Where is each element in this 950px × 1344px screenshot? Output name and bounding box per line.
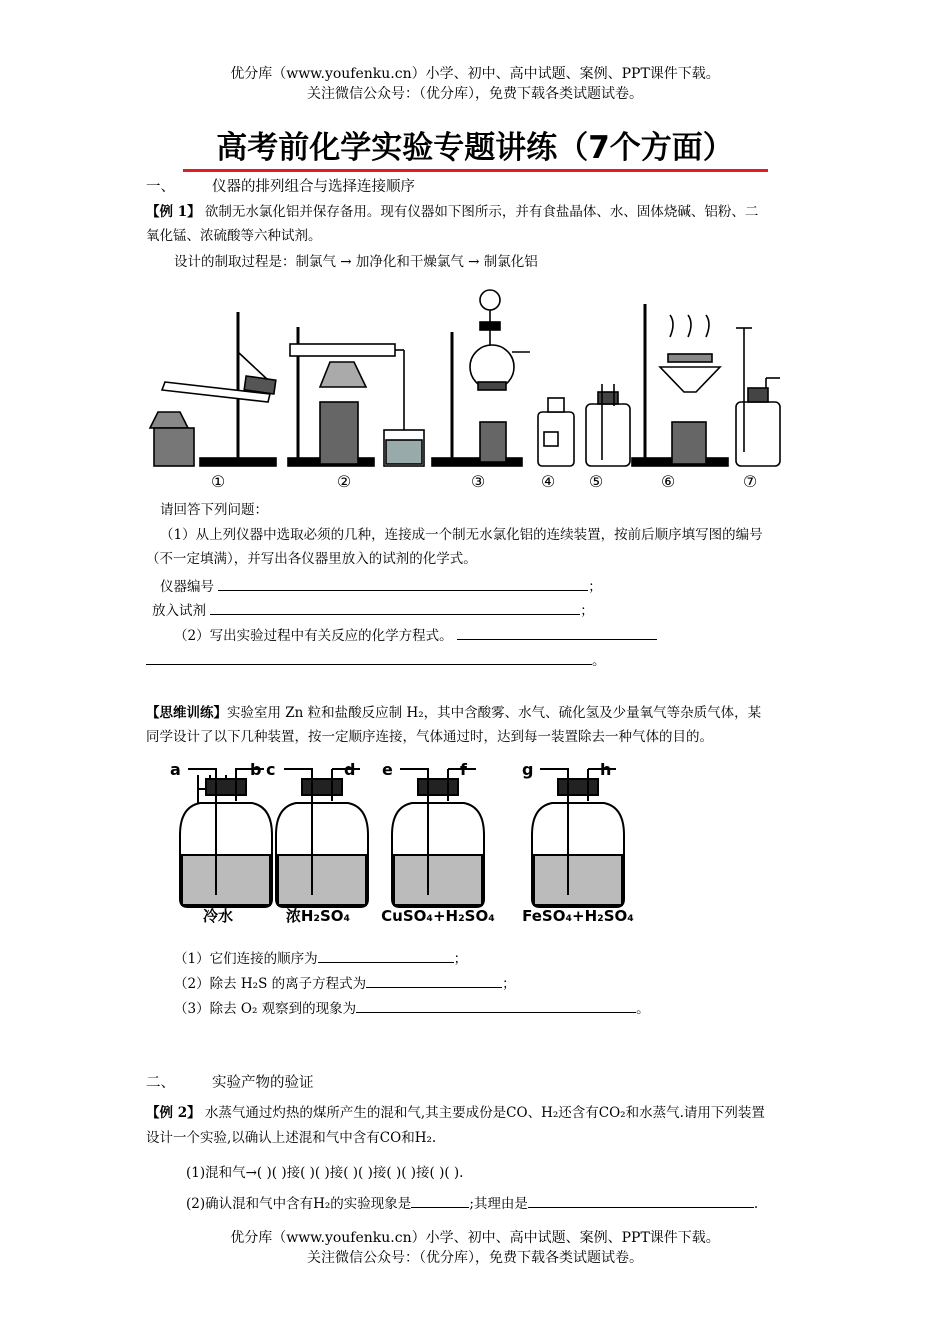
instrument-6 [632, 304, 728, 466]
page-title: 高考前化学实验专题讲练（7个方面） [216, 130, 734, 166]
training-q1-end: ； [453, 951, 468, 967]
instrument-label-5: ⑤ [588, 472, 604, 491]
bottle4-inlet: g [522, 760, 534, 779]
training-q2-blank[interactable] [366, 973, 502, 988]
bottle4-label: FeSO₄+H₂SO₄ [522, 907, 634, 925]
bottle-1 [180, 769, 272, 907]
bottle1-inlet: a [170, 760, 181, 779]
instrument-3 [432, 290, 530, 466]
training-q3: （3）除去 O₂ 观察到的现象为 [174, 1001, 357, 1017]
example2-q1: (1)混和气→( )( )接( )( )接( )( )接( )( )接( )( ). [186, 1165, 464, 1181]
example1-q2: （2）写出实验过程中有关反应的化学方程式。 [174, 628, 453, 644]
washing-bottles-figure [160, 755, 650, 925]
example1-text-line1: 欲制无水氯化铝并保存备用。现有仪器如下图所示，并有食盐晶体、水、固体烧碱、铝粉、二 [204, 204, 759, 220]
bottle1-outlet: b [250, 760, 262, 779]
field-instrument-label: 仪器编号 [160, 579, 214, 595]
example1-text-line2: 氧化锰、浓硫酸等六种试剂。 [146, 228, 322, 244]
instrument-label-1: ① [210, 472, 226, 491]
field-reagent-label: 放入试剂 [152, 603, 206, 619]
section2-title: 实验产物的验证 [212, 1075, 314, 1091]
bottle-3 [392, 769, 484, 907]
title-underline [183, 169, 768, 172]
field-instrument-end: ； [588, 579, 602, 595]
example2-q2-part1: (2)确认混和气中含有H₂的实验现象是 [186, 1196, 412, 1212]
instrument-5 [586, 384, 630, 466]
section2-number: 二、 [146, 1075, 175, 1091]
example2-q2-end: . [753, 1196, 759, 1212]
example1-label: 【例 1】 [146, 204, 201, 220]
instrument-label-3: ③ [470, 472, 486, 491]
bottle2-label: 浓H₂SO₄ [285, 907, 351, 925]
training-q1-blank[interactable] [318, 948, 454, 963]
bottle4-outlet: h [600, 760, 612, 779]
reason-blank[interactable] [528, 1193, 754, 1208]
example1-process: 设计的制取过程是：制氯气 → 加净化和干燥氯气 → 制氯化铝 [174, 254, 538, 270]
instrument-label-2: ② [336, 472, 352, 491]
example1-q1-line2: （不一定填满），并写出各仪器里放入的试剂的化学式。 [146, 551, 477, 567]
site-header-line2: 关注微信公众号：（优分库），免费下载各类试题试卷。 [307, 86, 643, 102]
section1-title: 仪器的排列组合与选择连接顺序 [212, 179, 415, 195]
example1-prompt: 请回答下列问题： [160, 502, 268, 518]
bottle1-label: 冷水 [202, 907, 234, 925]
bottle2-inlet: c [266, 760, 276, 779]
instrument-1 [150, 312, 276, 466]
example1-q1-line1: （1）从上列仪器中选取必须的几种，连接成一个制无水氯化铝的连续装置，按前后顺序填写图的编号 [160, 527, 763, 543]
site-header-line1: 优分库（www.youfenku.cn）小学、初中、高中试题、案例、PPT课件下载。 [230, 66, 720, 82]
training-q1: （1）它们连接的顺序为 [174, 951, 318, 967]
site-footer-line1: 优分库（www.youfenku.cn）小学、初中、高中试题、案例、PPT课件下载。 [230, 1230, 720, 1246]
bottle3-outlet: f [460, 760, 467, 779]
equation-blank-1[interactable] [457, 625, 657, 640]
instrument-label-7: ⑦ [742, 472, 758, 491]
training-q3-end: 。 [636, 1001, 650, 1017]
training-q3-blank[interactable] [356, 998, 636, 1013]
apparatus-figure [140, 282, 800, 494]
bottle-2 [276, 769, 368, 907]
bottle2-outlet: d [344, 760, 356, 779]
bottle-4 [532, 769, 624, 907]
example2-text-line1: 水蒸气通过灼热的煤所产生的混和气,其主要成份是CO、H₂还含有CO₂和水蒸气.请用下列装置 [204, 1105, 765, 1121]
training-q2: （2）除去 H₂S 的离子方程式为 [174, 976, 367, 992]
training-text-line2: 同学设计了以下几种装置，按一定顺序连接，气体通过时，达到每一装置除去一种气体的目的。 [146, 729, 713, 745]
training-q2-end: ； [502, 976, 516, 992]
instrument-4 [538, 398, 574, 466]
site-footer-line2: 关注微信公众号：（优分库），免费下载各类试题试卷。 [307, 1250, 643, 1266]
instrument-number-blank[interactable] [218, 576, 588, 591]
example2-label: 【例 2】 [146, 1105, 201, 1121]
bottle3-inlet: e [382, 760, 393, 779]
equation-blank-2[interactable] [146, 650, 592, 665]
training-text-line1: 实验室用 Zn 粒和盐酸反应制 H₂，其中含酸雾、水气、硫化氢及少量氧气等杂质气体，某 [227, 705, 762, 721]
reagent-blank[interactable] [210, 600, 580, 615]
bottle3-label: CuSO₄+H₂SO₄ [381, 907, 495, 925]
instrument-7 [736, 328, 780, 466]
field-reagent-end: ； [580, 603, 594, 619]
section1-number: 一、 [146, 179, 175, 195]
example2-text-line2: 设计一个实验,以确认上述混和气中含有CO和H₂. [146, 1130, 437, 1146]
h2-phenomenon-blank[interactable] [411, 1193, 469, 1208]
example2-q2-part2: ;其理由是 [469, 1196, 528, 1212]
equation-end: 。 [592, 653, 606, 669]
instrument-2 [288, 327, 424, 466]
instrument-label-6: ⑥ [660, 472, 676, 491]
instrument-label-4: ④ [540, 472, 556, 491]
training-label: 【思维训练】 [146, 705, 227, 721]
